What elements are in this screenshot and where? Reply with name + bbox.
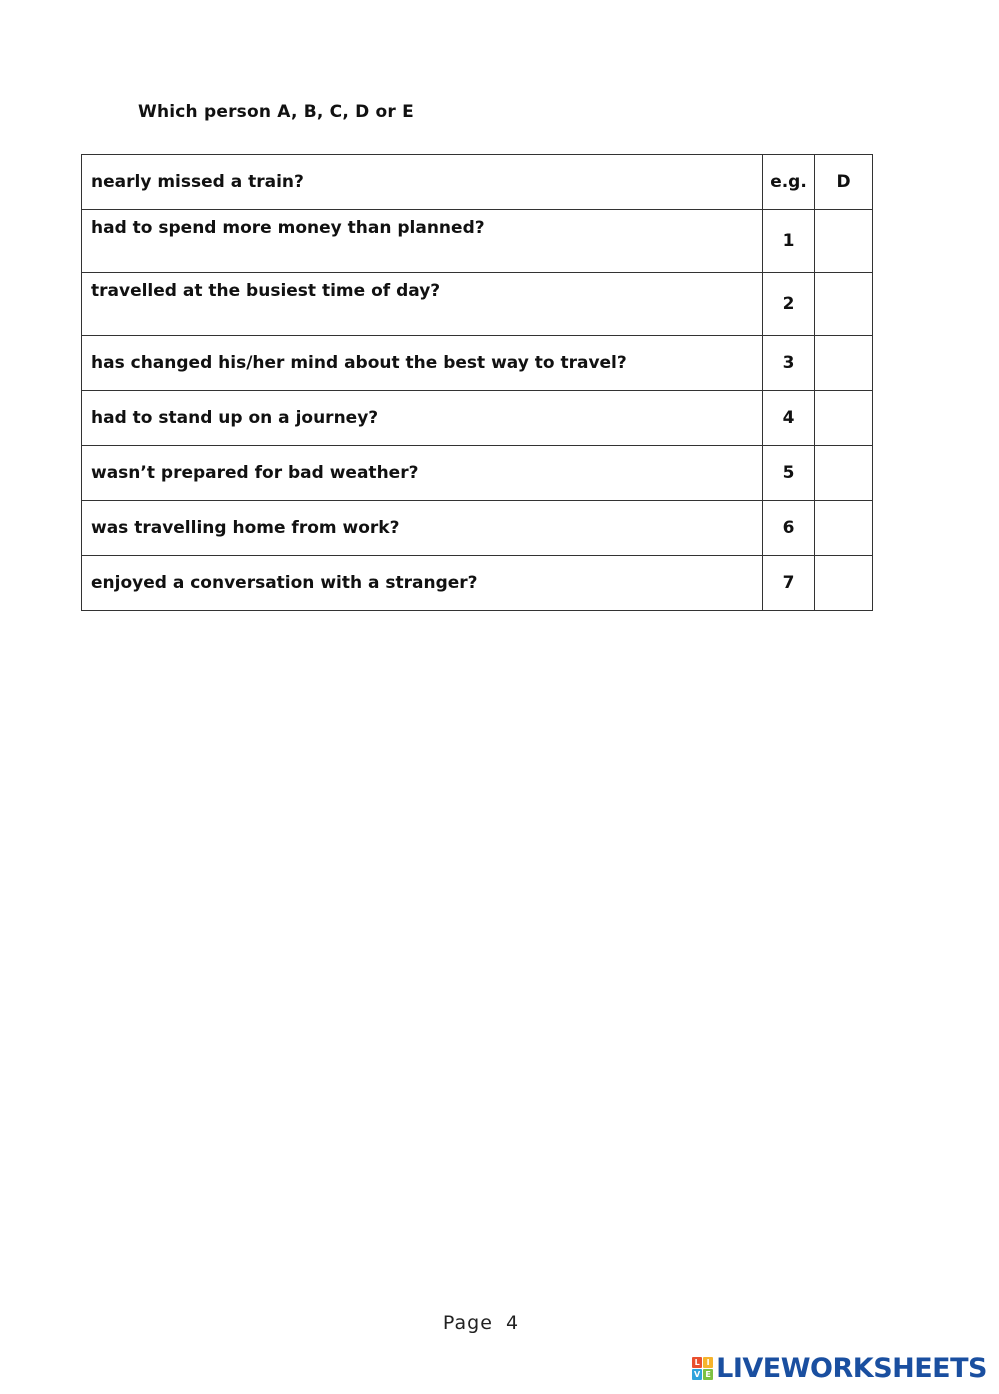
answer-cell[interactable] xyxy=(815,501,873,556)
answer-cell[interactable] xyxy=(815,556,873,611)
item-number-cell: e.g. xyxy=(763,155,815,210)
answer-cell[interactable] xyxy=(815,210,873,273)
item-number-cell: 3 xyxy=(763,336,815,391)
table-row xyxy=(82,210,873,273)
page-footer xyxy=(0,1312,962,1334)
liveworksheets-brand xyxy=(692,1353,987,1384)
question-cell: had to spend more money than planned? xyxy=(82,210,763,273)
brand-wordmark: LIVEWORKSHEETS xyxy=(716,1353,987,1384)
table-row xyxy=(82,391,873,446)
logo-tile: V xyxy=(694,1370,701,1379)
table-row xyxy=(82,155,873,210)
logo-tile: I xyxy=(703,1357,713,1368)
answer-cell[interactable] xyxy=(815,446,873,501)
item-number-cell: 7 xyxy=(763,556,815,611)
question-cell: wasn’t prepared for bad weather? xyxy=(82,446,763,501)
table-row xyxy=(82,446,873,501)
matching-table xyxy=(81,154,873,611)
instruction-text: Which person A, B, C, D or E xyxy=(138,102,414,122)
question-cell: nearly missed a train? xyxy=(82,155,763,210)
answer-cell[interactable] xyxy=(815,391,873,446)
question-cell: enjoyed a conversation with a stranger? xyxy=(82,556,763,611)
question-cell: has changed his/her mind about the best way to travel? xyxy=(82,336,763,391)
item-number-cell: 4 xyxy=(763,391,815,446)
logo-tile: E xyxy=(703,1369,713,1380)
item-number-cell: 6 xyxy=(763,501,815,556)
table-row xyxy=(82,336,873,391)
table-row xyxy=(82,556,873,611)
logo-tile: L xyxy=(692,1357,702,1368)
item-number-cell: 1 xyxy=(763,210,815,273)
answer-cell: D xyxy=(815,155,873,210)
item-number-cell: 2 xyxy=(763,273,815,336)
question-cell: was travelling home from work? xyxy=(82,501,763,556)
question-cell: travelled at the busiest time of day? xyxy=(82,273,763,336)
question-cell: had to stand up on a journey? xyxy=(82,391,763,446)
answer-cell[interactable] xyxy=(815,336,873,391)
item-number-cell: 5 xyxy=(763,446,815,501)
answer-cell[interactable] xyxy=(815,273,873,336)
page-number: 4 xyxy=(505,1312,520,1334)
liveworksheets-logo-icon xyxy=(692,1357,713,1380)
table-row xyxy=(82,501,873,556)
table-row xyxy=(82,273,873,336)
page-label: Page xyxy=(442,1312,493,1334)
